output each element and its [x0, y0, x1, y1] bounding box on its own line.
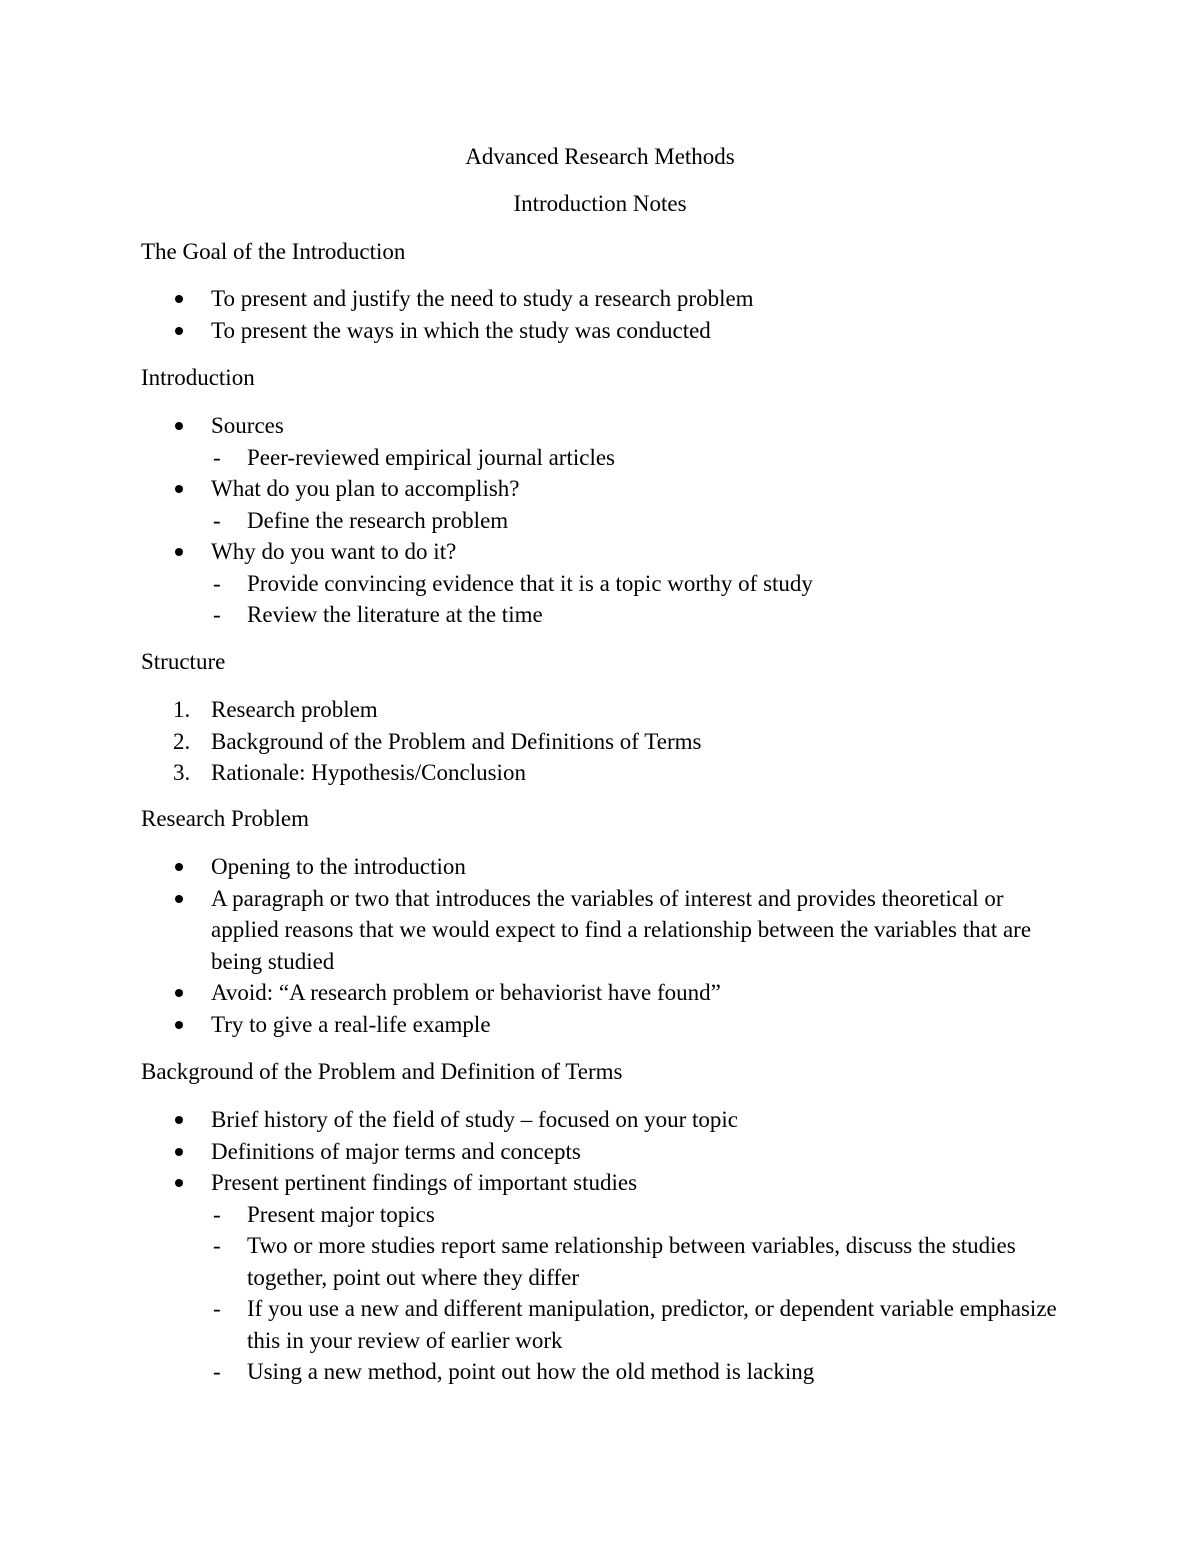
list-number: 1. — [173, 697, 191, 722]
list-item-text: Brief history of the field of study – focused on your topic — [211, 1107, 738, 1132]
bullet-icon — [175, 422, 183, 430]
section-heading: Background of the Problem and Definition of Terms — [141, 1059, 623, 1084]
bullet-icon — [175, 548, 183, 556]
list-item — [0, 726, 1200, 758]
sub-item — [0, 599, 1200, 631]
list-item — [0, 315, 1200, 347]
list-item-text: What do you plan to accomplish? — [211, 476, 520, 501]
list-item-text: Present pertinent findings of important studies — [211, 1170, 638, 1195]
list-item-text: A paragraph or two that introduces the variables of interest and provides theoretical or applied reasons that we would expect to find a relationship between the variables that are being studied — [211, 885, 1032, 974]
sub-item-text: Review the literature at the time — [247, 602, 543, 627]
list-item-text: Rationale: Hypothesis/Conclusion — [211, 760, 526, 785]
bullet-list — [0, 410, 1200, 631]
bullet-icon — [175, 485, 183, 493]
list-item — [0, 757, 1200, 789]
dash-icon: - — [213, 1201, 221, 1227]
section-heading: Introduction — [141, 365, 255, 390]
list-number: 2. — [173, 728, 191, 754]
numbered-list — [0, 694, 1200, 789]
sub-item-text: Provide convincing evidence that it is a topic worthy of study — [247, 570, 813, 596]
sub-item — [0, 505, 1200, 537]
sub-item-text: Present major topics — [247, 1201, 435, 1227]
bullet-icon — [175, 863, 183, 871]
list-item — [0, 1167, 1200, 1199]
list-item — [0, 283, 1200, 315]
sub-item — [0, 568, 1200, 600]
dash-icon: - — [213, 570, 221, 596]
list-item-text: Why do you want to do it? — [211, 539, 457, 564]
bullet-icon — [175, 1116, 183, 1124]
section-heading: Research Problem — [141, 806, 309, 831]
list-item — [0, 851, 1200, 883]
sub-item — [0, 1199, 1200, 1231]
dash-icon: - — [213, 1296, 221, 1321]
sub-item — [0, 1293, 1200, 1356]
list-number: 3. — [173, 760, 191, 785]
bullet-list — [0, 1104, 1200, 1388]
dash-icon: - — [213, 1233, 221, 1258]
bullet-list — [0, 851, 1200, 1040]
sub-item — [0, 1356, 1200, 1388]
list-item-text: Avoid: “A research problem or behaviorist have found” — [211, 980, 721, 1005]
bullet-icon — [175, 1148, 183, 1156]
list-item — [0, 410, 1200, 442]
sub-item-text: Peer-reviewed empirical journal articles — [247, 444, 615, 470]
sub-item — [0, 442, 1200, 474]
list-item-text: Definitions of major terms and concepts — [211, 1138, 581, 1164]
list-item-text: To present and justify the need to study a research problem — [211, 286, 754, 311]
sub-item-text: Define the research problem — [247, 507, 509, 533]
sub-item-text: If you use a new and different manipulation, predictor, or dependent variable emphasize this in your review of earlier work — [247, 1296, 1057, 1353]
sub-item-text: Two or more studies report same relationship between variables, discuss the studies together, point out where they differ — [247, 1233, 1016, 1290]
bullet-icon — [175, 1179, 183, 1187]
list-item-text: Research problem — [211, 697, 378, 722]
bullet-icon — [175, 989, 183, 997]
list-item — [0, 694, 1200, 726]
bullet-icon — [175, 1021, 183, 1029]
list-item — [0, 473, 1200, 505]
bullet-icon — [175, 895, 183, 903]
list-item — [0, 1009, 1200, 1041]
document-title: Advanced Research Methods — [465, 144, 735, 169]
sub-item-text: Using a new method, point out how the old method is lacking — [247, 1359, 815, 1384]
sub-item — [0, 1230, 1200, 1293]
dash-icon: - — [213, 444, 221, 470]
dash-icon: - — [213, 507, 221, 533]
list-item — [0, 977, 1200, 1009]
list-item — [0, 883, 1200, 978]
document-subtitle: Introduction Notes — [513, 191, 687, 216]
bullet-icon — [175, 295, 183, 303]
list-item-text: Try to give a real-life example — [211, 1011, 491, 1037]
list-item-text: Opening to the introduction — [211, 854, 466, 879]
list-item — [0, 1104, 1200, 1136]
list-item — [0, 1136, 1200, 1168]
bullet-list — [0, 283, 1200, 346]
list-item-text: To present the ways in which the study was conducted — [211, 317, 711, 343]
bullet-icon — [175, 327, 183, 335]
list-item — [0, 536, 1200, 568]
dash-icon: - — [213, 1359, 221, 1384]
list-item-text: Background of the Problem and Definitions of Terms — [211, 728, 702, 754]
section-heading: Structure — [141, 649, 226, 674]
list-item-text: Sources — [211, 413, 284, 438]
section-heading: The Goal of the Introduction — [141, 239, 406, 264]
dash-icon: - — [213, 602, 221, 627]
